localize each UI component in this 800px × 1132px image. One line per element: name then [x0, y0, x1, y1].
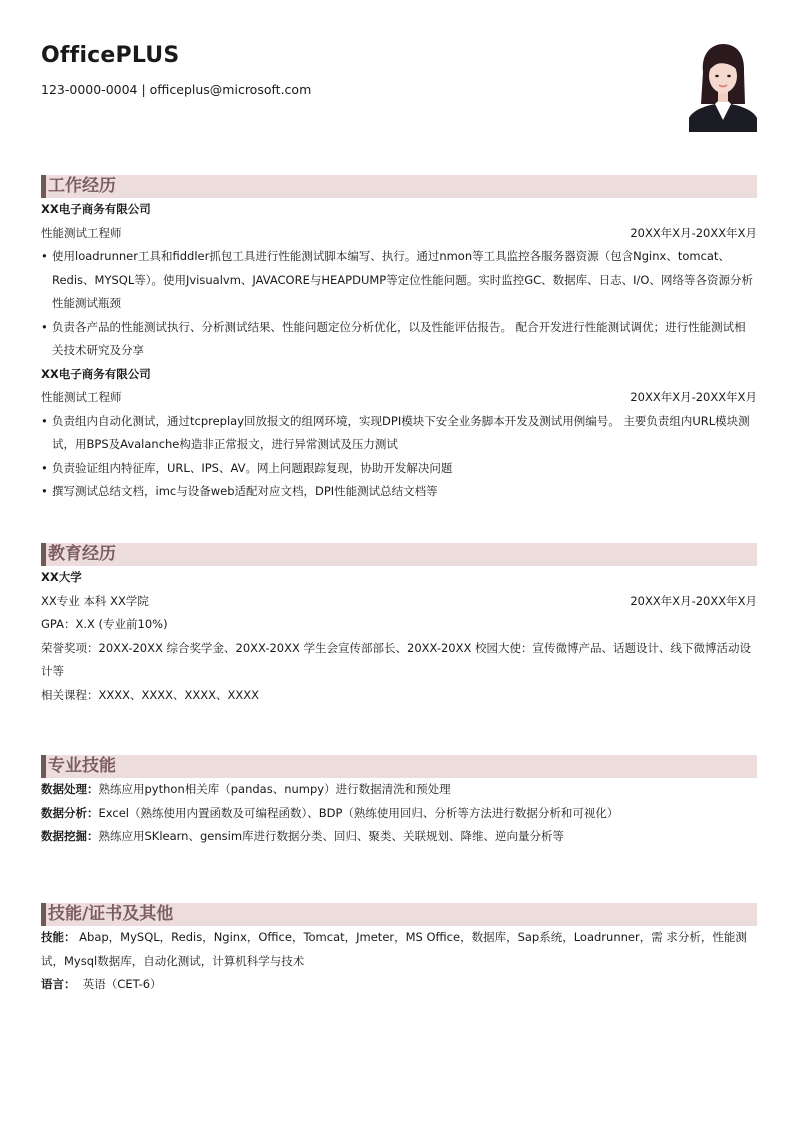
bullet-icon: •	[41, 413, 48, 428]
candidate-name: OfficePLUS	[41, 43, 180, 68]
major: XX专业 本科 XX学院	[41, 593, 149, 608]
list-item: • 负责各产品的性能测试执行、分析测试结果、性能问题定位分析优化，以及性能评估报告。 配合开发进行性能测试调优；进行性能测试相关技术研究及分享	[41, 316, 757, 363]
job-line	[41, 222, 757, 246]
work-section	[41, 175, 757, 504]
job-role: 性能测试工程师	[41, 225, 122, 240]
section-title: 专业技能	[41, 755, 757, 778]
skill-label: 数据分析：	[41, 805, 99, 820]
bullet-icon: •	[41, 249, 48, 263]
courses: 相关课程：XXXX、XXXX、XXXX、XXXX	[41, 687, 260, 702]
company-name: XX电子商务有限公司	[41, 366, 151, 381]
skills-text: Abap，MySQL，Redis，Nginx，Office，Tomcat，Jmeter，MS Office，数据库，Sap系统，Loadrunner，需 求分析，性能测试，Mysql数据库，自动化测试，计算机科学与技术	[41, 930, 747, 968]
skill-item	[41, 778, 757, 802]
bullet-icon: •	[41, 460, 48, 475]
gpa: GPA：X.X (专业前10%)	[41, 617, 168, 631]
bullet-icon: •	[41, 484, 48, 498]
contact-info: 123-0000-0004 | officeplus@microsoft.com	[41, 82, 312, 97]
language-label: 语言：	[41, 977, 76, 991]
list-item: • 负责组内自动化测试，通过tcpreplay回放报文的组网环境，实现DPI模块下安全业务脚本开发及测试用例编号。 主要负责组内URL模块测试，用BPS及Avalanche构造非正常报文，进行异常测试及压力测试	[41, 410, 757, 457]
major-line	[41, 590, 757, 614]
skill-text: Excel（熟练使用内置函数及可编程函数）、BDP（熟练使用回归、分析等方法进行数据分析和可视化）	[98, 805, 619, 820]
skills-label: 技能：	[41, 930, 76, 944]
job-line	[41, 386, 757, 410]
language-line	[41, 973, 757, 997]
skill-text: 熟练应用python相关库（pandas、numpy）进行数据清洗和预处理	[98, 782, 451, 796]
skill-item	[41, 802, 757, 826]
job-period: 20XX年X月-20XX年X月	[630, 390, 757, 404]
section-title: 工作经历	[41, 175, 757, 198]
other-section	[41, 903, 757, 997]
list-item: • 撰写测试总结文档，imc与设备web适配对应文档，DPI性能测试总结文档等	[41, 480, 757, 504]
avatar-icon	[689, 42, 757, 132]
job-role: 性能测试工程师	[41, 390, 122, 404]
skills-paragraph	[41, 926, 757, 973]
job-period: 20XX年X月-20XX年X月	[630, 225, 757, 240]
language-text: 英语（CET-6）	[75, 977, 162, 991]
avatar	[689, 42, 757, 132]
section-title: 技能/证书及其他	[41, 903, 757, 926]
skill-label: 数据挖掘：	[41, 829, 99, 843]
company-name: XX电子商务有限公司	[41, 202, 151, 216]
section-title: 教育经历	[41, 543, 757, 566]
honors: 荣誉奖项：20XX-20XX 综合奖学金、20XX-20XX 学生会宣传部部长、20XX-20XX 校园大使：宣传微博产品、话题设计、线下微博活动设计等	[41, 640, 752, 678]
list-item: • 负责验证组内特征库，URL、IPS、AV。网上问题跟踪复现，协助开发解决问题	[41, 457, 757, 481]
school-name: XX大学	[41, 570, 82, 584]
skill-item	[41, 825, 757, 849]
bullet-icon: •	[41, 319, 48, 334]
resume-header	[41, 42, 641, 98]
education-period: 20XX年X月-20XX年X月	[630, 593, 757, 608]
skill-label: 数据处理：	[41, 782, 99, 796]
education-section	[41, 543, 757, 707]
list-item: • 使用loadrunner工具和fiddler抓包工具进行性能测试脚本编写、执行。通过nmon等工具监控各服务器资源（包含Nginx、tomcat、Redis、MYSQL等）。使用Jvisualvm、JAVACORE与HEAPDUMP等定位性能问题。实时监控GC、数据库、日志、I/O、网络等各资源分析性能测试瓶颈	[41, 245, 757, 316]
skills-section	[41, 755, 757, 849]
skill-text: 熟练应用SKlearn、gensim库进行数据分类、回归、聚类、关联规划、降维、逆向量分析等	[98, 829, 565, 843]
